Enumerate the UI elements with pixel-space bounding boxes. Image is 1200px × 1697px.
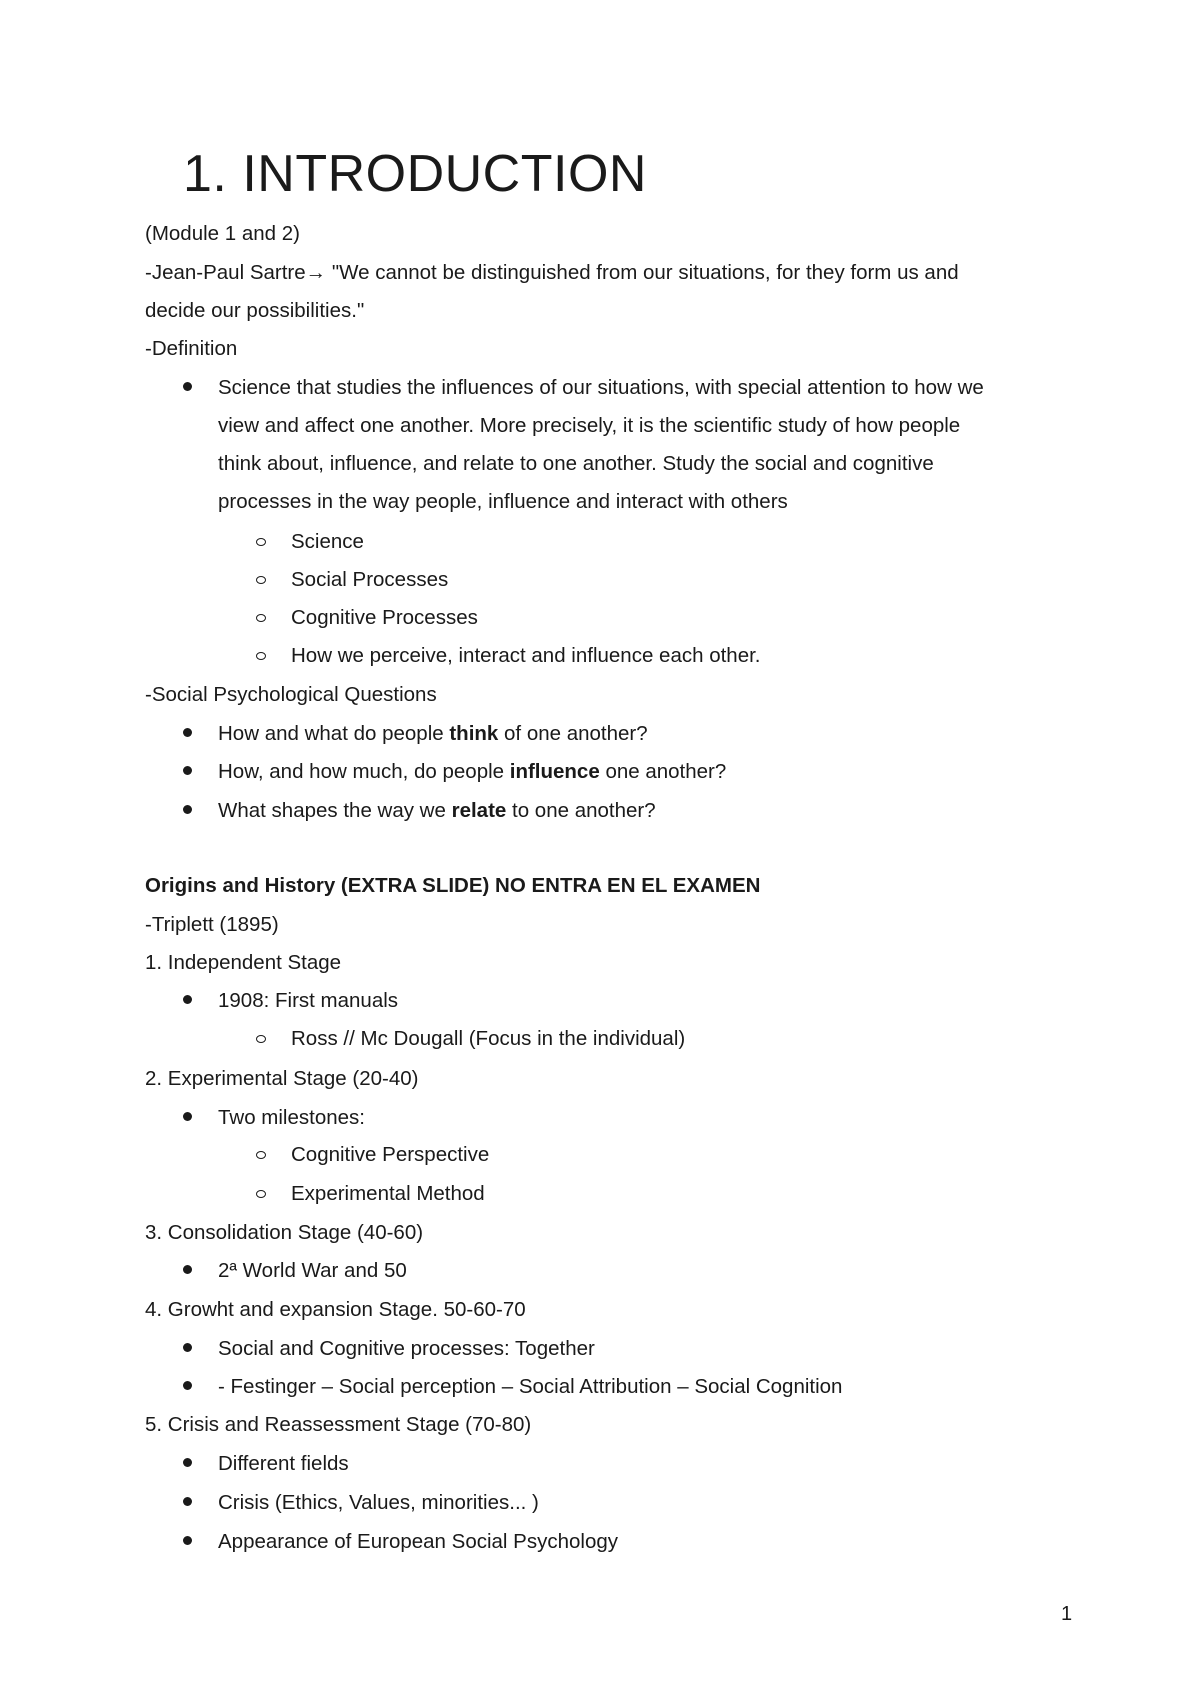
bullet-dot xyxy=(183,1343,192,1352)
stage-heading: 5. Crisis and Reassessment Stage (70-80) xyxy=(145,1413,532,1436)
sub-bullet-ring xyxy=(256,652,266,660)
origins-heading: Origins and History (EXTRA SLIDE) NO ENTRA EN EL EXAMEN xyxy=(145,874,761,897)
bullet-dot xyxy=(183,1497,192,1506)
definition-sub-item: Cognitive Processes xyxy=(291,606,478,629)
module-note: (Module 1 and 2) xyxy=(145,222,300,245)
definition-line-4: processes in the way people, influence and interact with others xyxy=(218,490,788,513)
sub-bullet-ring xyxy=(256,538,266,546)
quote-line-1: -Jean-Paul Sartre→ "We cannot be distinguished from our situations, for they form us and xyxy=(145,261,959,284)
sub-bullet-ring xyxy=(256,1035,266,1043)
questions-heading: -Social Psychological Questions xyxy=(145,683,437,706)
bullet-dot xyxy=(183,1458,192,1467)
question-item: What shapes the way we relate to one another? xyxy=(218,799,656,822)
sub-bullet-ring xyxy=(256,576,266,584)
definition-sub-item: Science xyxy=(291,530,364,553)
stage-sub-item: Cognitive Perspective xyxy=(291,1143,490,1166)
quote-line-2: decide our possibilities." xyxy=(145,299,365,322)
sub-bullet-ring xyxy=(256,614,266,622)
stage-heading: 2. Experimental Stage (20-40) xyxy=(145,1067,419,1090)
stage-heading: 3. Consolidation Stage (40-60) xyxy=(145,1221,424,1244)
definition-heading: -Definition xyxy=(145,337,238,360)
bullet-dot xyxy=(183,728,192,737)
bullet-dot xyxy=(183,995,192,1004)
bullet-dot xyxy=(183,1381,192,1390)
stage-heading: 1. Independent Stage xyxy=(145,951,342,974)
stage-sub-item: Ross // Mc Dougall (Focus in the individual) xyxy=(291,1027,686,1050)
bullet-dot xyxy=(183,805,192,814)
sub-bullet-ring xyxy=(256,1151,266,1159)
stage-bullet: - Festinger – Social perception – Social Attribution – Social Cognition xyxy=(218,1375,843,1398)
bullet-dot xyxy=(183,382,192,391)
question-item: How and what do people think of one another? xyxy=(218,722,648,745)
definition-line-2: view and affect one another. More precisely, it is the scientific study of how people xyxy=(218,414,961,437)
stage-bullet: Crisis (Ethics, Values, minorities... ) xyxy=(218,1491,539,1514)
bullet-dot xyxy=(183,1536,192,1545)
definition-sub-item: How we perceive, interact and influence each other. xyxy=(291,644,761,667)
stage-bullet: Social and Cognitive processes: Together xyxy=(218,1337,595,1360)
stage-sub-item: Experimental Method xyxy=(291,1182,485,1205)
page-number: 1 xyxy=(1061,1603,1073,1625)
stage-bullet: 1908: First manuals xyxy=(218,989,399,1012)
definition-sub-item: Social Processes xyxy=(291,568,449,591)
stage-bullet: Different fields xyxy=(218,1452,349,1475)
bullet-dot xyxy=(183,1265,192,1274)
stage-bullet: 2ª World War and 50 xyxy=(218,1259,407,1282)
stage-bullet: Two milestones: xyxy=(218,1106,365,1129)
triplett-line: -Triplett (1895) xyxy=(145,913,279,936)
bullet-dot xyxy=(183,766,192,775)
page-title: 1. INTRODUCTION xyxy=(183,145,647,203)
definition-line-3: think about, influence, and relate to one another. Study the social and cognitive xyxy=(218,452,934,475)
sub-bullet-ring xyxy=(256,1190,266,1198)
bullet-dot xyxy=(183,1112,192,1121)
stage-bullet: Appearance of European Social Psychology xyxy=(218,1530,619,1553)
question-item: How, and how much, do people influence one another? xyxy=(218,760,727,783)
definition-line-1: Science that studies the influences of our situations, with special attention to how we xyxy=(218,376,984,399)
stage-heading: 4. Growht and expansion Stage. 50-60-70 xyxy=(145,1298,526,1321)
